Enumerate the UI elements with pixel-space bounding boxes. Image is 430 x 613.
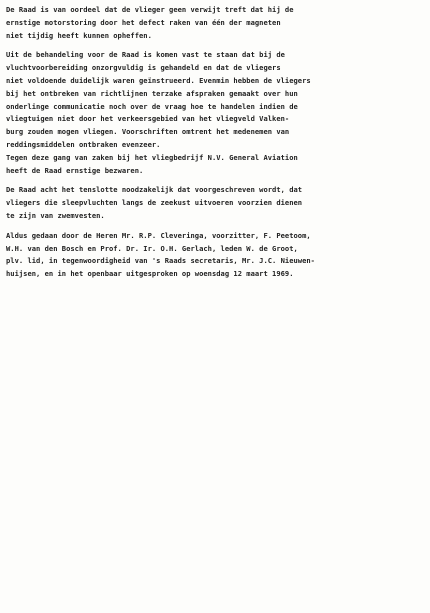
text-line: Uit de behandeling voor de Raad is komen vast te staan dat bij de	[6, 50, 285, 60]
text-line: niet voldoende duidelijk waren geïnstrueerd. Evenmin hebben de vliegers	[6, 75, 311, 85]
text-line: reddingsmiddelen ontbraken evenzeer.	[6, 139, 161, 149]
paragraph-life-jackets	[6, 184, 424, 222]
text-line: burg zouden mogen vliegen. Voorschriften omtrent het medenemen van	[6, 127, 290, 137]
text-line: De Raad acht het tenslotte noodzakelijk dat voorgeschreven wordt, dat	[6, 185, 303, 195]
text-line: onderlinge communicatie noch over de vraag hoe te handelen indien de	[6, 101, 298, 111]
document-body	[6, 4, 424, 281]
text-line: vliegers die sleepvluchten langs de zeekust uitvoeren voorzien dienen	[6, 198, 303, 208]
paragraph-signatories	[6, 230, 424, 281]
text-line: Aldus gedaan door de Heren Mr. R.P. Cleveringa, voorzitter, F. Peetoom,	[6, 230, 311, 240]
text-line: vliegtuigen niet door het verkeersgebied van het vliegveld Valken-	[6, 114, 290, 124]
paragraph-flight-preparation	[6, 49, 424, 177]
text-line: plv. lid, in tegenwoordigheid van 's Raads secretaris, Mr. J.C. Nieuwen-	[6, 256, 315, 266]
text-line: niet tijdig heeft kunnen opheffen.	[6, 30, 152, 40]
text-line: ernstige motorstoring door het defect raken van één der magneten	[6, 17, 281, 27]
paragraph-verdict-pilot	[6, 4, 424, 42]
text-line: te zijn van zwemvesten.	[6, 210, 105, 220]
text-line: De Raad is van oordeel dat de vlieger geen verwijt treft dat hij de	[6, 5, 294, 14]
text-line: bij het ontbreken van richtlijnen terzake afspraken gemaakt over hun	[6, 88, 298, 98]
text-line: heeft de Raad ernstige bezwaren.	[6, 165, 144, 175]
text-line: W.H. van den Bosch en Prof. Dr. Ir. O.H. Gerlach, leden W. de Groot,	[6, 243, 298, 253]
text-line: huijsen, en in het openbaar uitgesproken op woensdag 12 maart 1969.	[6, 269, 294, 279]
text-line: vluchtvoorbereiding onzorgvuldig is gehandeld en dat de vliegers	[6, 63, 281, 73]
text-line: Tegen deze gang van zaken bij het vliegbedrijf N.V. General Aviation	[6, 152, 298, 162]
